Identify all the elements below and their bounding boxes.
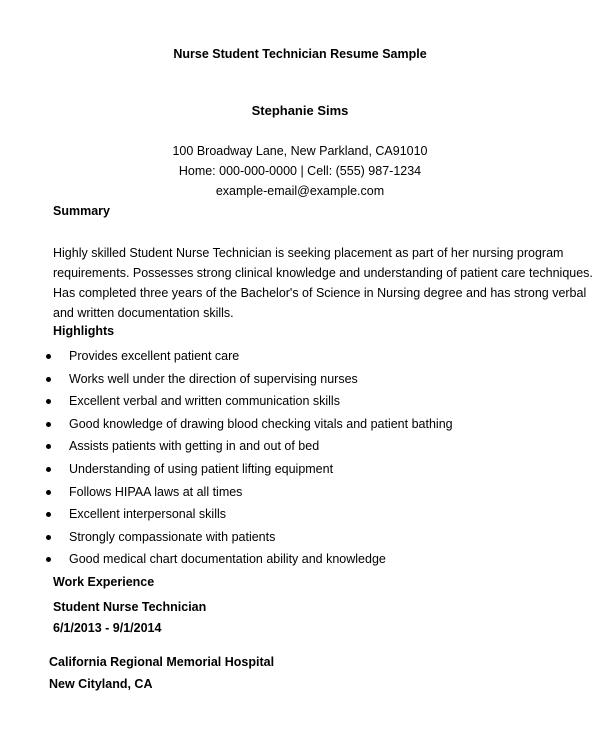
employer-name: California Regional Memorial Hospital bbox=[49, 655, 275, 669]
bullet-icon bbox=[46, 422, 51, 427]
phone-line: Home: 000-000-0000 | Cell: (555) 987-1234 bbox=[178, 164, 422, 178]
bullet-icon bbox=[46, 467, 51, 472]
document-title: Nurse Student Technician Resume Sample bbox=[173, 47, 427, 61]
bullet-icon bbox=[46, 557, 51, 562]
email-line: example-email@example.com bbox=[215, 184, 385, 198]
address-line: 100 Broadway Lane, New Parkland, CA91010 bbox=[172, 144, 428, 158]
list-item: Provides excellent patient care bbox=[0, 347, 600, 370]
bullet-icon bbox=[46, 354, 51, 359]
list-item: Works well under the direction of supervising nurses bbox=[0, 370, 600, 393]
bullet-icon bbox=[46, 512, 51, 517]
job-title: Student Nurse Technician bbox=[53, 600, 207, 614]
candidate-name: Stephanie Sims bbox=[251, 103, 349, 118]
list-item: Good knowledge of drawing blood checking vitals and patient bathing bbox=[0, 415, 600, 438]
list-item: Good medical chart documentation ability and knowledge bbox=[0, 550, 600, 573]
bullet-icon bbox=[46, 377, 51, 382]
bullet-icon bbox=[46, 444, 51, 449]
summary-line: requirements. Possesses strong clinical knowledge and understanding of patient care techniques. bbox=[53, 266, 593, 280]
list-item: Excellent interpersonal skills bbox=[0, 505, 600, 528]
summary-heading: Summary bbox=[53, 204, 110, 218]
summary-line: Highly skilled Student Nurse Technician is seeking placement as part of her nursing program bbox=[53, 246, 564, 260]
highlights-heading: Highlights bbox=[53, 324, 115, 338]
bullet-icon bbox=[46, 490, 51, 495]
bullet-icon bbox=[46, 535, 51, 540]
summary-line: Has completed three years of the Bachelor's of Science in Nursing degree and has strong verbal bbox=[53, 286, 587, 300]
bullet-icon bbox=[46, 399, 51, 404]
summary-line: and written documentation skills. bbox=[53, 306, 234, 320]
job-dates: 6/1/2013 - 9/1/2014 bbox=[53, 621, 162, 635]
list-item: Strongly compassionate with patients bbox=[0, 528, 600, 551]
work-experience-heading: Work Experience bbox=[53, 575, 155, 589]
employer-location: New Cityland, CA bbox=[49, 677, 153, 691]
list-item: Assists patients with getting in and out of bed bbox=[0, 437, 600, 460]
list-item: Follows HIPAA laws at all times bbox=[0, 483, 600, 506]
highlights-list bbox=[0, 347, 600, 573]
list-item: Excellent verbal and written communication skills bbox=[0, 392, 600, 415]
summary-paragraph bbox=[53, 243, 593, 323]
list-item: Understanding of using patient lifting equipment bbox=[0, 460, 600, 483]
